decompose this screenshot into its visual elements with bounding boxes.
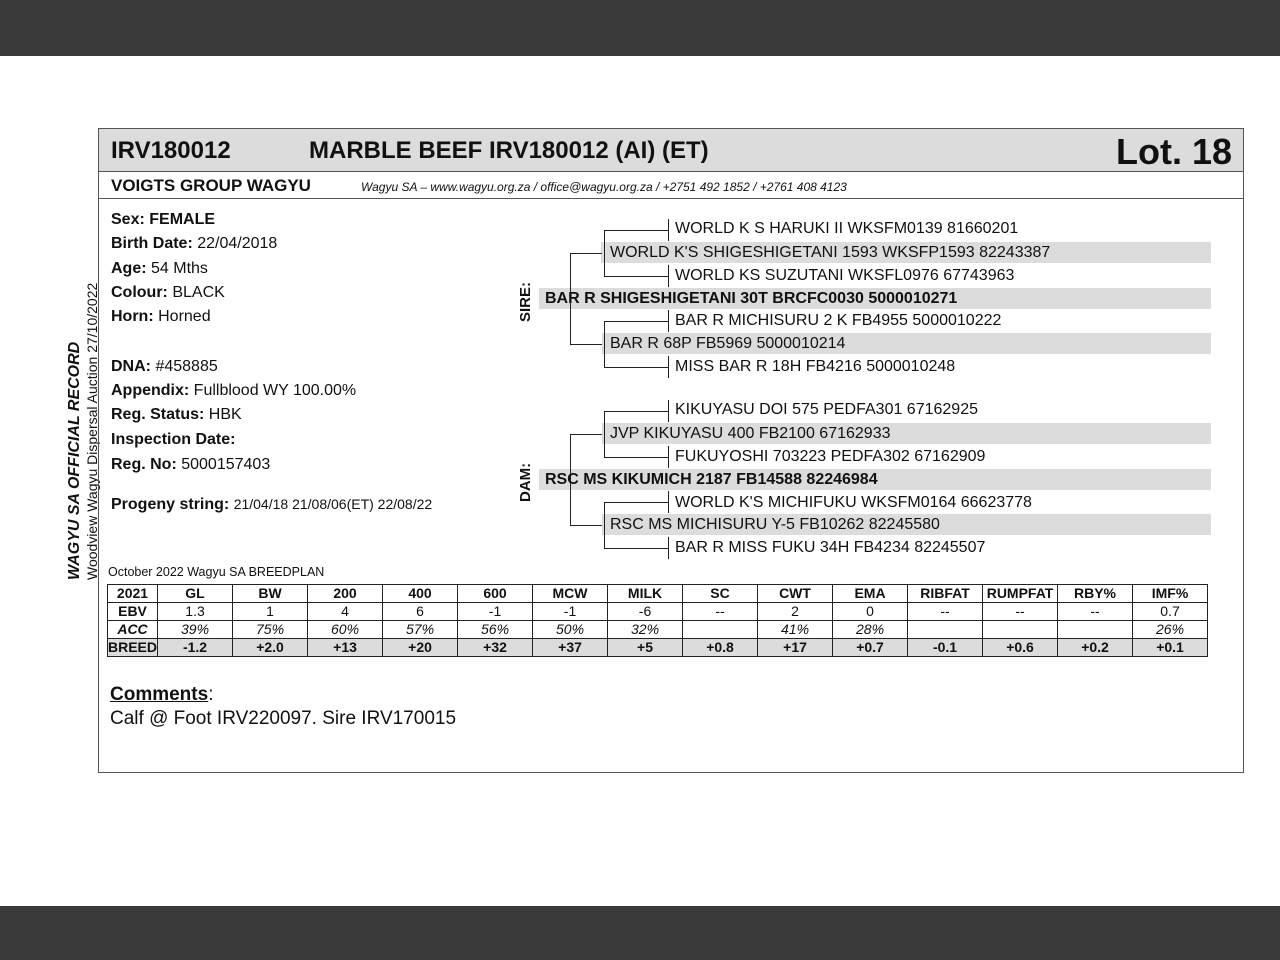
breedplan-section xyxy=(98,128,1244,773)
sire-dam-dam: MISS BAR R 18H FB4216 5000010248 xyxy=(675,358,956,375)
column-header: MILK xyxy=(608,585,683,603)
breed-cell: +0.2 xyxy=(1058,639,1133,657)
viewer-top-bar xyxy=(0,0,1280,56)
acc-cell: 50% xyxy=(533,621,608,639)
ebv-cell: -1 xyxy=(458,603,533,621)
animal-id: IRV180012 xyxy=(111,137,231,164)
column-header: GL xyxy=(158,585,233,603)
sire-sire-sire: WORLD K S HARUKI II WKSFM0139 81660201 xyxy=(675,220,1019,237)
column-header: 400 xyxy=(383,585,458,603)
breed-cell: -0.1 xyxy=(908,639,983,657)
horn-value: Horned xyxy=(158,308,211,325)
acc-cell: 39% xyxy=(158,621,233,639)
inspection-label: Inspection Date: xyxy=(111,431,236,448)
column-header: RBY% xyxy=(1058,585,1133,603)
breed-cell: +37 xyxy=(533,639,608,657)
ebv-cell: -- xyxy=(683,603,758,621)
breed-cell: +20 xyxy=(383,639,458,657)
acc-row xyxy=(108,621,1208,639)
acc-label: ACC xyxy=(108,621,158,639)
acc-cell: 75% xyxy=(233,621,308,639)
breed-cell: -1.2 xyxy=(158,639,233,657)
ebv-cell: 2 xyxy=(758,603,833,621)
sire-label: SIRE: xyxy=(517,281,534,322)
sire-sire: WORLD K'S SHIGESHIGETANI 1593 WKSFP1593 82243387 xyxy=(610,244,1051,261)
comments-title: Comments xyxy=(110,684,209,705)
ebv-cell: -6 xyxy=(608,603,683,621)
breed-cell: +2.0 xyxy=(233,639,308,657)
breed-cell: +13 xyxy=(308,639,383,657)
breedplan-caption: October 2022 Wagyu SA BREEDPLAN xyxy=(108,565,325,579)
ebv-cell: 1 xyxy=(233,603,308,621)
official-record-stamp xyxy=(66,283,100,580)
comments-text: Calf @ Foot IRV220097. Sire IRV170015 xyxy=(110,708,457,729)
acc-cell: 32% xyxy=(608,621,683,639)
column-header: RIBFAT xyxy=(908,585,983,603)
comments-colon: : xyxy=(208,684,214,705)
year-cell: 2021 xyxy=(108,585,158,603)
reg-no-value: 5000157403 xyxy=(181,456,271,473)
acc-cell xyxy=(1058,621,1133,639)
acc-cell: 60% xyxy=(308,621,383,639)
reg-status-value: HBK xyxy=(208,406,242,423)
dam-sire-dam: FUKUYOSHI 703223 PEDFA302 67162909 xyxy=(675,448,986,465)
official-record-subtitle: Woodview Wagyu Dispersal Auction 27/10/2022 xyxy=(84,282,100,580)
breed-cell: +0.7 xyxy=(833,639,908,657)
breed-cell: +0.6 xyxy=(983,639,1058,657)
dna-label: DNA: xyxy=(111,358,151,375)
ebv-cell: 4 xyxy=(308,603,383,621)
column-header: 200 xyxy=(308,585,383,603)
sire-dam-sire: BAR R MICHISURU 2 K FB4955 5000010222 xyxy=(675,312,1002,329)
acc-cell xyxy=(983,621,1058,639)
progeny-value: 21/04/18 21/08/06(ET) 22/08/22 xyxy=(233,496,433,512)
breeder-name: VOIGTS GROUP WAGYU xyxy=(111,176,311,195)
dam-name: RSC MS KIKUMICH 2187 FB14588 82246984 xyxy=(545,471,878,488)
colour-label: Colour: xyxy=(111,284,168,301)
column-header: 600 xyxy=(458,585,533,603)
sire-sire-dam: WORLD KS SUZUTANI WKSFL0976 67743963 xyxy=(675,267,1015,284)
breedplan-table xyxy=(107,584,1208,657)
birth-value: 22/04/2018 xyxy=(197,235,278,252)
age-value: 54 Mths xyxy=(151,260,208,277)
dam-dam-sire: WORLD K'S MICHIFUKU WKSFM0164 66623778 xyxy=(675,494,1032,511)
sire-name: BAR R SHIGESHIGETANI 30T BRCFC0030 5000010271 xyxy=(545,290,958,307)
ebv-cell: -- xyxy=(1058,603,1133,621)
contact-info: Wagyu SA – www.wagyu.org.za / office@wagyu.org.za / +2751 492 1852 / +2761 408 4123 xyxy=(361,180,847,194)
reg-no-label: Reg. No: xyxy=(111,456,177,473)
ebv-label: EBV xyxy=(108,603,158,621)
breed-cell: +0.1 xyxy=(1133,639,1208,657)
ebv-cell: 6 xyxy=(383,603,458,621)
reg-status-label: Reg. Status: xyxy=(111,406,205,423)
acc-cell: 26% xyxy=(1133,621,1208,639)
lot-number: Lot. 18 xyxy=(1115,131,1232,172)
column-header: CWT xyxy=(758,585,833,603)
acc-cell xyxy=(683,621,758,639)
ebv-cell: -- xyxy=(908,603,983,621)
column-header: MCW xyxy=(533,585,608,603)
ebv-cell: 0.7 xyxy=(1133,603,1208,621)
column-header: RUMPFAT xyxy=(983,585,1058,603)
sex-label: Sex: FEMALE xyxy=(111,211,216,228)
acc-cell: 41% xyxy=(758,621,833,639)
appendix-label: Appendix: xyxy=(111,382,190,399)
dam-sire-sire: KIKUYASU DOI 575 PEDFA301 67162925 xyxy=(675,401,978,418)
ebv-cell: -- xyxy=(983,603,1058,621)
breed-label: BREED xyxy=(108,639,158,655)
ebv-row xyxy=(108,603,1208,621)
dna-value: #458885 xyxy=(155,358,218,375)
column-header: IMF% xyxy=(1133,585,1208,603)
ebv-cell: 1.3 xyxy=(158,603,233,621)
column-header: BW xyxy=(233,585,308,603)
breed-row xyxy=(108,639,1208,657)
ebv-cell: 0 xyxy=(833,603,908,621)
breed-cell: +32 xyxy=(458,639,533,657)
acc-cell xyxy=(908,621,983,639)
official-record-title: WAGYU SA OFFICIAL RECORD xyxy=(66,341,83,580)
animal-name: MARBLE BEEF IRV180012 (AI) (ET) xyxy=(309,137,709,164)
dam-label: DAM: xyxy=(517,462,534,502)
acc-cell: 56% xyxy=(458,621,533,639)
breed-cell: +5 xyxy=(608,639,683,657)
column-header: EMA xyxy=(833,585,908,603)
column-header: SC xyxy=(683,585,758,603)
acc-cell: 28% xyxy=(833,621,908,639)
viewer-bottom-bar xyxy=(0,906,1280,960)
ebv-cell: -1 xyxy=(533,603,608,621)
dam-sire: JVP KIKUYASU 400 FB2100 67162933 xyxy=(610,425,891,442)
birth-label: Birth Date: xyxy=(111,235,193,252)
horn-label: Horn: xyxy=(111,308,154,325)
table-header-row xyxy=(108,585,1208,603)
breed-cell: +17 xyxy=(758,639,833,657)
colour-value: BLACK xyxy=(172,284,225,301)
dam-dam-dam: BAR R MISS FUKU 34H FB4234 82245507 xyxy=(675,539,986,556)
age-label: Age: xyxy=(111,260,147,277)
breed-cell: +0.8 xyxy=(683,639,758,657)
appendix-value: Fullblood WY 100.00% xyxy=(193,382,357,399)
sire-dam: BAR R 68P FB5969 5000010214 xyxy=(610,335,846,352)
progeny-label: Progeny string: xyxy=(111,496,230,513)
acc-cell: 57% xyxy=(383,621,458,639)
dam-dam: RSC MS MICHISURU Y-5 FB10262 82245580 xyxy=(610,516,940,533)
comments-section xyxy=(110,684,456,730)
